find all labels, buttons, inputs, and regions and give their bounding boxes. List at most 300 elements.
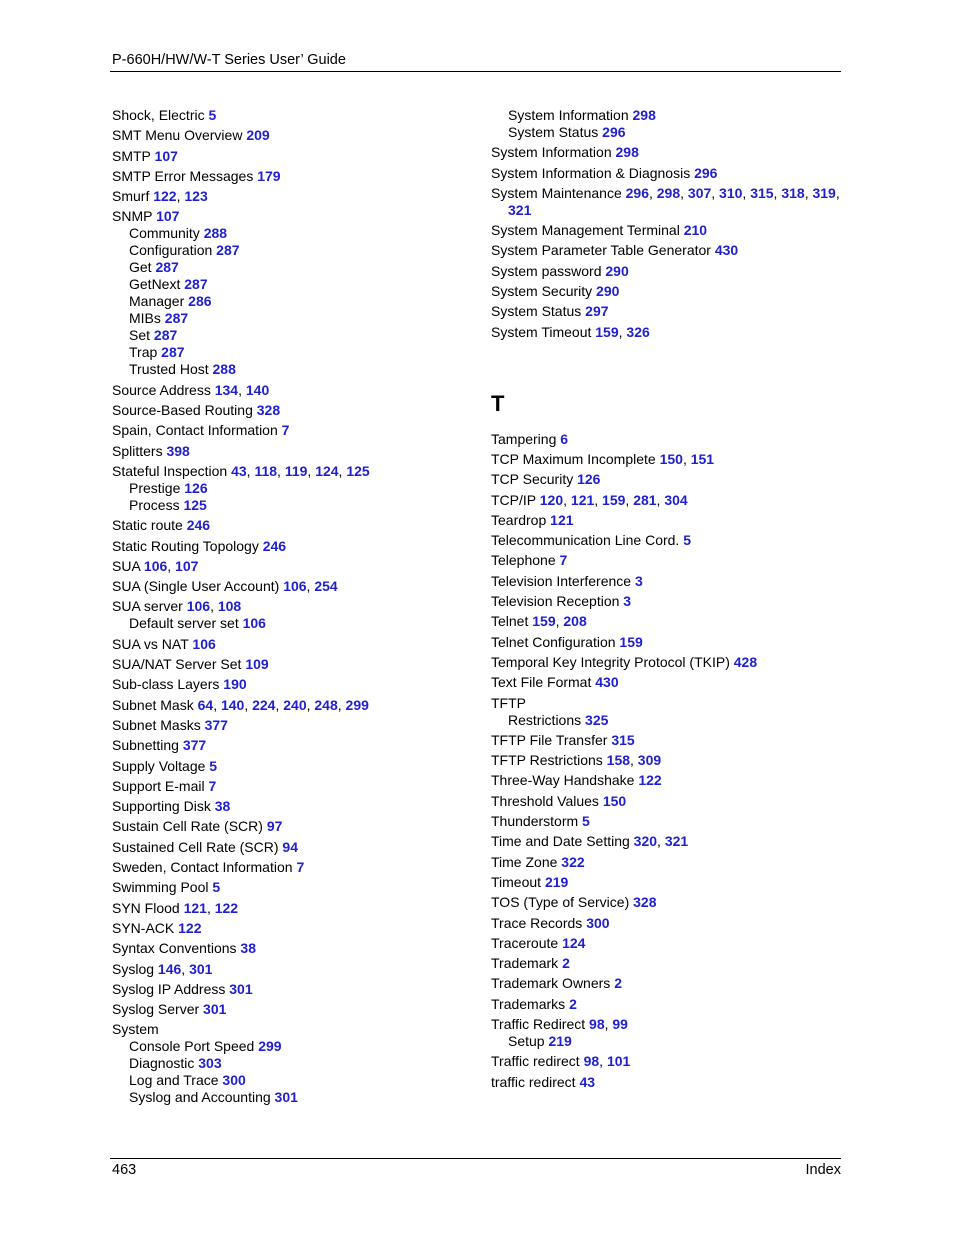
page-link[interactable]: 301 — [229, 980, 253, 997]
index-subentry — [112, 615, 472, 632]
index-term: Manager — [129, 293, 185, 310]
page-link[interactable]: 150 — [659, 450, 683, 467]
index-term: Sub-class Layers — [112, 676, 220, 693]
index-term: System Status — [491, 303, 582, 320]
page-link[interactable]: 328 — [633, 894, 657, 911]
index-term: System Maintenance — [491, 184, 622, 201]
index-subentry — [491, 712, 851, 729]
index-entry — [112, 656, 472, 673]
page-link[interactable]: 377 — [182, 737, 207, 754]
page-link[interactable]: 208 — [563, 613, 587, 630]
index-continuation-comma: , — [835, 184, 840, 201]
footer-page-number: 463 — [112, 1162, 137, 1178]
page-link[interactable]: 125 — [183, 496, 207, 513]
page-link[interactable]: 398 — [166, 442, 190, 459]
page-link[interactable]: 281 — [633, 491, 657, 508]
index-entry — [112, 402, 472, 419]
index-subentry — [112, 259, 472, 276]
page-link[interactable]: 287 — [155, 259, 179, 276]
index-subentry — [112, 1072, 472, 1089]
index-entry: Smurf 122, 123 — [112, 188, 208, 205]
index-term: Swimming Pool — [112, 879, 209, 896]
index-term: Temporal Key Integrity Protocol (TKIP) — [491, 653, 730, 670]
page-link[interactable]: 296 — [625, 184, 649, 201]
index-entry — [112, 818, 472, 835]
page-link[interactable]: 106 — [192, 635, 216, 652]
page-link[interactable]: 5 — [209, 757, 218, 774]
index-term: System Information — [508, 107, 629, 123]
index-term: Diagnostic — [129, 1055, 195, 1072]
index-term: Prestige — [129, 479, 181, 496]
index-column-left — [112, 107, 472, 1106]
page-link[interactable]: 288 — [212, 361, 236, 378]
page-link[interactable]: 300 — [586, 914, 610, 931]
index-term: Time and Date Setting — [491, 833, 630, 850]
index-term: Three-Way Handshake — [491, 772, 635, 789]
index-term: Trademark Owners — [491, 975, 611, 992]
index-entry — [491, 654, 851, 671]
index-term: Process — [129, 496, 180, 513]
index-entry — [491, 471, 851, 488]
page-link[interactable]: 2 — [562, 955, 570, 972]
index-entry — [491, 532, 851, 549]
index-entry — [491, 552, 851, 569]
page-link[interactable]: 320 — [633, 833, 658, 850]
index-term: Thunderstorm — [491, 813, 579, 830]
page-link[interactable]: 325 — [585, 711, 609, 728]
footer-rule — [110, 1158, 841, 1159]
index-term: Sustain Cell Rate (SCR) — [112, 818, 263, 835]
index-entry — [112, 859, 472, 876]
index-term: Telnet — [491, 613, 529, 630]
index-entry — [491, 222, 851, 239]
index-term: SNMP — [112, 208, 153, 225]
index-entry — [112, 636, 472, 653]
page-link[interactable]: 38 — [240, 940, 256, 957]
index-entry: Stateful Inspection 43, 118, 119, 124, 125 — [112, 462, 370, 479]
index-subentry — [112, 293, 472, 310]
page-link[interactable]: 6 — [560, 430, 569, 447]
index-term: Trap — [129, 344, 158, 361]
index-entry: Telnet 159, 208 — [491, 613, 587, 630]
page-link[interactable]: 121 — [183, 899, 207, 916]
page-link[interactable]: 307 — [687, 184, 712, 201]
index-term: System password — [491, 262, 602, 279]
page-link[interactable]: 159 — [595, 323, 619, 340]
index-entry — [491, 674, 851, 691]
page-link[interactable]: 124 — [562, 934, 586, 951]
index-term: Television Reception — [491, 593, 620, 610]
index-subentry — [491, 1033, 851, 1050]
index-term: Supporting Disk — [112, 798, 211, 815]
page-link[interactable]: 290 — [596, 283, 620, 300]
index-subentry — [112, 327, 472, 344]
index-term: Timeout — [491, 873, 542, 890]
page-link[interactable]: 430 — [595, 674, 619, 691]
page-link[interactable]: 254 — [314, 578, 338, 595]
page-link[interactable]: 126 — [184, 479, 208, 496]
page-link[interactable]: 7 — [296, 859, 305, 876]
page-link[interactable]: 310 — [719, 184, 743, 201]
index-subentry — [112, 480, 472, 497]
page-link[interactable]: 106 — [143, 557, 168, 574]
page-link[interactable]: 328 — [256, 402, 281, 419]
index-term: Console Port Speed — [129, 1038, 255, 1055]
page-link[interactable]: 322 — [561, 853, 585, 870]
index-term: Trace Records — [491, 914, 583, 931]
index-term: Syslog IP Address — [112, 980, 226, 997]
index-entry — [112, 208, 472, 225]
page-link[interactable]: 430 — [714, 242, 739, 259]
page-link[interactable]: 315 — [750, 184, 774, 201]
page-link[interactable]: 321 — [664, 833, 689, 850]
index-term: Traffic redirect — [491, 1053, 580, 1070]
index-term: SUA vs NAT — [112, 635, 189, 652]
page-link[interactable]: 125 — [346, 462, 370, 479]
page-link[interactable]: 288 — [203, 225, 228, 242]
page-link[interactable]: 287 — [216, 242, 240, 259]
index-entry — [491, 695, 851, 712]
index-subentry — [112, 242, 472, 259]
page-link[interactable]: 122 — [214, 899, 239, 916]
index-entry — [491, 772, 851, 789]
page-link[interactable]: 108 — [217, 598, 242, 615]
index-term: TFTP Restrictions — [491, 752, 603, 769]
page-link[interactable]: 98 — [589, 1015, 605, 1032]
index-entry — [112, 676, 472, 693]
index-term: Syslog Server — [112, 1001, 200, 1018]
page-link[interactable]: 299 — [345, 696, 369, 713]
page-link[interactable]: 64 — [197, 696, 214, 713]
page-link[interactable]: 38 — [214, 798, 231, 815]
index-entry — [112, 1001, 472, 1018]
index-term: TFTP — [491, 694, 526, 711]
page-link[interactable]: 140 — [245, 381, 270, 398]
index-term: Smurf — [112, 188, 150, 205]
index-subentry — [112, 1038, 472, 1055]
page-link[interactable]: 326 — [626, 323, 650, 340]
index-term: Traceroute — [491, 934, 559, 951]
index-term: TOS (Type of Service) — [491, 894, 630, 911]
index-term: Splitters — [112, 442, 163, 459]
index-term: Telephone — [491, 552, 556, 569]
index-entry: System Maintenance 296, 298, 307, 310, 315, 318, 319, — [491, 184, 840, 201]
page-link[interactable]: 309 — [637, 752, 662, 769]
page-link[interactable]: 123 — [184, 188, 208, 205]
page-link[interactable]: 299 — [258, 1038, 282, 1055]
page-link[interactable]: 5 — [582, 813, 590, 830]
page-link[interactable]: 101 — [606, 1053, 631, 1070]
index-entry — [491, 793, 851, 810]
page-link[interactable]: 209 — [246, 127, 270, 144]
index-term: TFTP File Transfer — [491, 731, 608, 748]
page-link[interactable]: 296 — [694, 164, 718, 181]
page-link[interactable]: 377 — [204, 716, 228, 733]
page-link[interactable]: 159 — [532, 613, 556, 630]
index-term: SYN Flood — [112, 899, 180, 916]
page-link[interactable]: 146 — [157, 960, 182, 977]
index-term: Support E-mail — [112, 777, 205, 794]
page-link[interactable]: 126 — [577, 471, 601, 488]
index-entry — [112, 422, 472, 439]
index-entry — [491, 431, 851, 448]
index-term: SUA — [112, 557, 141, 574]
index-term: Traffic Redirect — [491, 1015, 586, 1032]
index-term: System Timeout — [491, 323, 592, 340]
index-term: SMT Menu Overview — [112, 127, 243, 144]
index-term: Stateful Inspection — [112, 462, 228, 479]
page-link[interactable]: 7 — [559, 552, 568, 569]
page-link[interactable]: 287 — [153, 327, 178, 344]
index-term: Syntax Conventions — [112, 940, 237, 957]
index-term: SMTP — [112, 147, 151, 164]
page-link[interactable]: 5 — [212, 879, 221, 896]
page-link[interactable]: 106 — [283, 578, 307, 595]
index-term: TCP Security — [491, 471, 574, 488]
page-link[interactable]: 287 — [164, 310, 189, 327]
index-entry: Subnet Mask 64, 140, 224, 240, 248, 299 — [112, 696, 369, 713]
index-term: Default server set — [129, 615, 239, 632]
index-entry — [112, 148, 472, 165]
index-term: SYN-ACK — [112, 919, 175, 936]
index-term: Configuration — [129, 242, 213, 259]
index-entry: SUA 106, 107 — [112, 557, 199, 574]
index-subentry — [112, 497, 472, 514]
index-entry — [112, 879, 472, 896]
index-entry: Syslog 146, 301 — [112, 960, 213, 977]
index-entry — [112, 538, 472, 555]
index-subentry — [112, 1089, 472, 1106]
index-entry — [112, 758, 472, 775]
index-term: Log and Trace — [129, 1072, 219, 1089]
page-link[interactable]: 150 — [602, 792, 627, 809]
page-link[interactable]: 315 — [611, 731, 635, 748]
page-link[interactable]: 99 — [612, 1015, 628, 1032]
page-link[interactable]: 246 — [186, 517, 211, 534]
page-link[interactable]: 121 — [570, 491, 595, 508]
index-term: Restrictions — [508, 711, 582, 728]
index-term: Teardrop — [491, 511, 547, 528]
index-group-s-continued — [491, 107, 851, 341]
index-subentry — [491, 124, 851, 141]
page-link[interactable]: 287 — [161, 344, 185, 361]
page-link[interactable]: 106 — [186, 598, 211, 615]
index-entry — [491, 634, 851, 651]
page-link[interactable]: 140 — [220, 696, 245, 713]
index-term: Text File Format — [491, 674, 592, 691]
index-term: SMTP Error Messages — [112, 167, 254, 184]
index-term: System Status — [508, 124, 599, 140]
index-term: Get — [129, 259, 152, 276]
page-link[interactable]: 301 — [203, 1001, 227, 1018]
index-entry — [491, 813, 851, 830]
index-entry — [491, 975, 851, 992]
page-link[interactable]: 94 — [282, 838, 298, 855]
page-link[interactable]: 248 — [314, 696, 338, 713]
page-link[interactable]: 297 — [585, 303, 609, 320]
page-link[interactable]: 321 — [508, 201, 532, 218]
header-rule — [110, 71, 841, 72]
page-link[interactable]: 122 — [153, 188, 177, 205]
page-link[interactable]: 3 — [623, 593, 632, 610]
index-entry: SUA server 106, 108 — [112, 598, 242, 615]
index-entry — [491, 165, 851, 182]
index-term: System Information — [491, 144, 612, 161]
page-link[interactable]: 119 — [284, 462, 308, 479]
page-link[interactable]: 159 — [619, 633, 643, 650]
index-entry — [491, 263, 851, 280]
index-entry — [491, 242, 851, 259]
page-link[interactable]: 301 — [274, 1089, 298, 1106]
index-entry — [112, 717, 472, 734]
page-link[interactable]: 298 — [656, 184, 681, 201]
page-link[interactable]: 3 — [634, 572, 643, 589]
index-entry: Traffic Redirect 98, 99 — [491, 1015, 628, 1032]
index-entry — [112, 940, 472, 957]
index-entry — [112, 107, 472, 124]
page-link[interactable]: 5 — [208, 107, 217, 123]
index-entry — [491, 283, 851, 300]
page-link[interactable]: 224 — [252, 696, 276, 713]
page-link[interactable]: 287 — [184, 276, 208, 293]
page-link[interactable]: 303 — [198, 1055, 222, 1072]
page-link[interactable]: 43 — [231, 462, 247, 479]
page-link[interactable]: 134 — [214, 381, 239, 398]
index-term: TCP/IP — [491, 491, 536, 508]
index-entry: SUA (Single User Account) 106, 254 — [112, 578, 338, 595]
index-entry — [112, 981, 472, 998]
index-term: Supply Voltage — [112, 757, 206, 774]
index-entry — [112, 737, 472, 754]
index-term: GetNext — [129, 276, 181, 293]
index-term: Trusted Host — [129, 361, 209, 378]
page-link[interactable]: 2 — [569, 995, 577, 1012]
index-term: Subnet Mask — [112, 696, 194, 713]
section-letter-heading: T — [491, 390, 505, 416]
index-term: Set — [129, 327, 151, 344]
index-term: Tampering — [491, 430, 557, 447]
page-link[interactable]: 5 — [683, 532, 692, 549]
index-entry — [112, 798, 472, 815]
index-term: System Parameter Table Generator — [491, 242, 711, 259]
index-entry — [491, 573, 851, 590]
index-term: System Information & Diagnosis — [491, 164, 691, 181]
index-column-right — [491, 107, 851, 1091]
index-term: Spain, Contact Information — [112, 422, 278, 439]
index-term: Trademark — [491, 955, 559, 972]
index-subentry — [112, 361, 472, 378]
page-link[interactable]: 318 — [781, 184, 805, 201]
page-link[interactable]: 286 — [188, 293, 212, 310]
index-entry — [491, 732, 851, 749]
index-term: System — [112, 1021, 159, 1038]
index-term: Telnet Configuration — [491, 633, 616, 650]
page-link[interactable]: 179 — [257, 167, 281, 184]
page-link[interactable]: 118 — [254, 462, 278, 479]
index-entry: SYN Flood 121, 122 — [112, 899, 239, 916]
index-term: Subnet Masks — [112, 716, 201, 733]
index-entry — [112, 920, 472, 937]
page-link[interactable]: 2 — [614, 975, 622, 992]
page-link[interactable]: 240 — [283, 696, 307, 713]
index-entry — [112, 168, 472, 185]
index-term: traffic redirect — [491, 1073, 576, 1090]
index-entry: TCP/IP 120, 121, 159, 281, 304 — [491, 491, 688, 508]
index-entry — [491, 935, 851, 952]
page-link[interactable]: 43 — [579, 1073, 596, 1090]
index-term: System Management Terminal — [491, 222, 680, 239]
index-term: Sustained Cell Rate (SCR) — [112, 838, 279, 855]
page-link[interactable]: 107 — [154, 147, 178, 164]
page-link[interactable]: 219 — [544, 873, 569, 890]
index-entry — [112, 443, 472, 460]
index-term: Sweden, Contact Information — [112, 859, 293, 876]
page-link[interactable]: 190 — [223, 676, 247, 693]
page-link[interactable]: 296 — [602, 124, 626, 140]
page-link[interactable]: 107 — [156, 208, 180, 225]
page-link[interactable]: 298 — [615, 144, 639, 161]
index-term: System Security — [491, 283, 593, 300]
page-link[interactable]: 210 — [683, 222, 708, 239]
page-link[interactable]: 246 — [262, 537, 287, 554]
page-link[interactable]: 7 — [208, 777, 217, 794]
index-entry — [491, 915, 851, 932]
index-term: SUA/NAT Server Set — [112, 656, 242, 673]
index-group-t — [491, 431, 851, 1091]
index-term: TCP Maximum Incomplete — [491, 450, 656, 467]
page-link[interactable]: 319 — [812, 184, 836, 201]
index-term: Time Zone — [491, 853, 558, 870]
page-link[interactable]: 121 — [550, 511, 574, 528]
page-link[interactable]: 97 — [266, 818, 283, 835]
page-link[interactable]: 158 — [606, 752, 631, 769]
page-link[interactable]: 106 — [242, 615, 266, 632]
page-link[interactable]: 151 — [690, 450, 715, 467]
page-link[interactable]: 122 — [638, 772, 662, 789]
index-entry — [491, 303, 851, 320]
index-term: MIBs — [129, 310, 161, 327]
index-entry — [491, 512, 851, 529]
page-link[interactable]: 120 — [539, 491, 564, 508]
index-term: Static Routing Topology — [112, 537, 259, 554]
page-link[interactable]: 300 — [222, 1072, 246, 1089]
header-title: P-660H/HW/W-T Series User’ Guide — [112, 52, 346, 68]
index-entry — [491, 1074, 851, 1091]
index-entry — [491, 955, 851, 972]
page-link[interactable]: 159 — [602, 491, 626, 508]
index-entry — [491, 202, 851, 219]
index-term: Community — [129, 225, 200, 242]
page-link[interactable]: 124 — [315, 462, 339, 479]
page-link[interactable]: 219 — [548, 1032, 572, 1049]
index-entry — [112, 839, 472, 856]
index-term: Telecommunication Line Cord. — [491, 532, 680, 549]
page-link[interactable]: 7 — [281, 422, 290, 439]
page-link[interactable]: 122 — [178, 919, 202, 936]
index-term: Source-Based Routing — [112, 402, 253, 419]
footer-section-name: Index — [805, 1162, 841, 1178]
page-link[interactable]: 98 — [583, 1053, 600, 1070]
page-link[interactable]: 304 — [664, 491, 688, 508]
page-link[interactable]: 301 — [189, 960, 213, 977]
page-link[interactable]: 109 — [245, 656, 269, 673]
page-link[interactable]: 428 — [733, 653, 758, 670]
page-link[interactable]: 298 — [632, 107, 656, 123]
page-link[interactable]: 107 — [175, 557, 199, 574]
index-term: SUA server — [112, 598, 183, 615]
index-entry — [491, 894, 851, 911]
page-link[interactable]: 290 — [605, 262, 629, 279]
